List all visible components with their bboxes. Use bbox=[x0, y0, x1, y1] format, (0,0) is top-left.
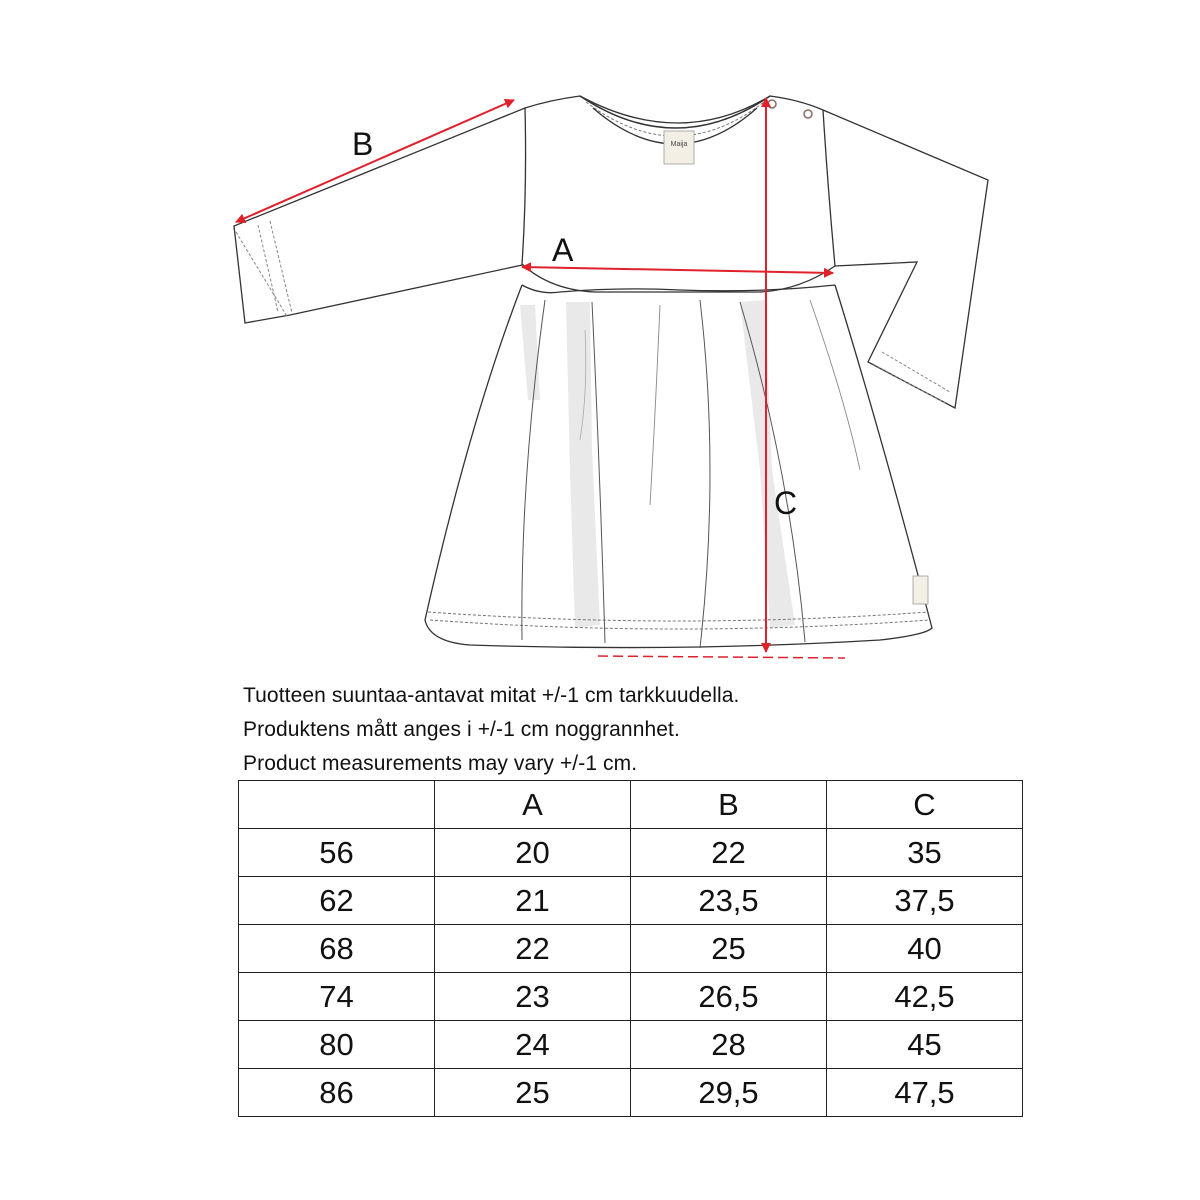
measurement-notes bbox=[243, 679, 1043, 781]
value-cell: 25 bbox=[631, 925, 827, 973]
value-cell: 42,5 bbox=[827, 973, 1023, 1021]
value-cell: 26,5 bbox=[631, 973, 827, 1021]
measure-label-a: A bbox=[552, 232, 574, 268]
value-cell: 29,5 bbox=[631, 1069, 827, 1117]
table-row bbox=[239, 925, 1023, 973]
header-cell bbox=[239, 781, 435, 829]
right-sleeve bbox=[823, 110, 988, 408]
measure-label-b: B bbox=[352, 126, 374, 162]
measure-label-c: C bbox=[774, 485, 798, 521]
header-cell: B bbox=[631, 781, 827, 829]
table-row bbox=[239, 973, 1023, 1021]
left-sleeve bbox=[234, 108, 527, 323]
value-cell: 40 bbox=[827, 925, 1023, 973]
value-cell: 21 bbox=[435, 877, 631, 925]
value-cell: 45 bbox=[827, 1021, 1023, 1069]
size-chart-table bbox=[238, 780, 1023, 1117]
value-cell: 47,5 bbox=[827, 1069, 1023, 1117]
size-cell: 56 bbox=[239, 829, 435, 877]
header-cell: A bbox=[435, 781, 631, 829]
table-row bbox=[239, 1021, 1023, 1069]
note-finnish: Tuotteen suuntaa-antavat mitat +/-1 cm tarkkuudella. bbox=[243, 684, 740, 707]
table-row bbox=[239, 1069, 1023, 1117]
value-cell: 37,5 bbox=[827, 877, 1023, 925]
skirt bbox=[425, 285, 932, 648]
header-cell: C bbox=[827, 781, 1023, 829]
value-cell: 20 bbox=[435, 829, 631, 877]
table-row bbox=[239, 877, 1023, 925]
value-cell: 23,5 bbox=[631, 877, 827, 925]
value-cell: 24 bbox=[435, 1021, 631, 1069]
value-cell: 22 bbox=[435, 925, 631, 973]
value-cell: 28 bbox=[631, 1021, 827, 1069]
neck-brand-tag bbox=[664, 131, 694, 164]
note-english: Product measurements may vary +/-1 cm. bbox=[243, 752, 638, 775]
note-swedish: Produktens mått anges i +/-1 cm noggrannhet. bbox=[243, 718, 680, 741]
size-cell: 62 bbox=[239, 877, 435, 925]
value-cell: 22 bbox=[631, 829, 827, 877]
svg-text:Maija: Maija bbox=[670, 141, 688, 148]
table-row bbox=[239, 829, 1023, 877]
value-cell: 25 bbox=[435, 1069, 631, 1117]
table-header-row bbox=[239, 781, 1023, 829]
size-cell: 74 bbox=[239, 973, 435, 1021]
size-cell: 80 bbox=[239, 1021, 435, 1069]
size-cell: 68 bbox=[239, 925, 435, 973]
value-cell: 23 bbox=[435, 973, 631, 1021]
side-brand-tag bbox=[913, 576, 928, 604]
size-cell: 86 bbox=[239, 1069, 435, 1117]
value-cell: 35 bbox=[827, 829, 1023, 877]
